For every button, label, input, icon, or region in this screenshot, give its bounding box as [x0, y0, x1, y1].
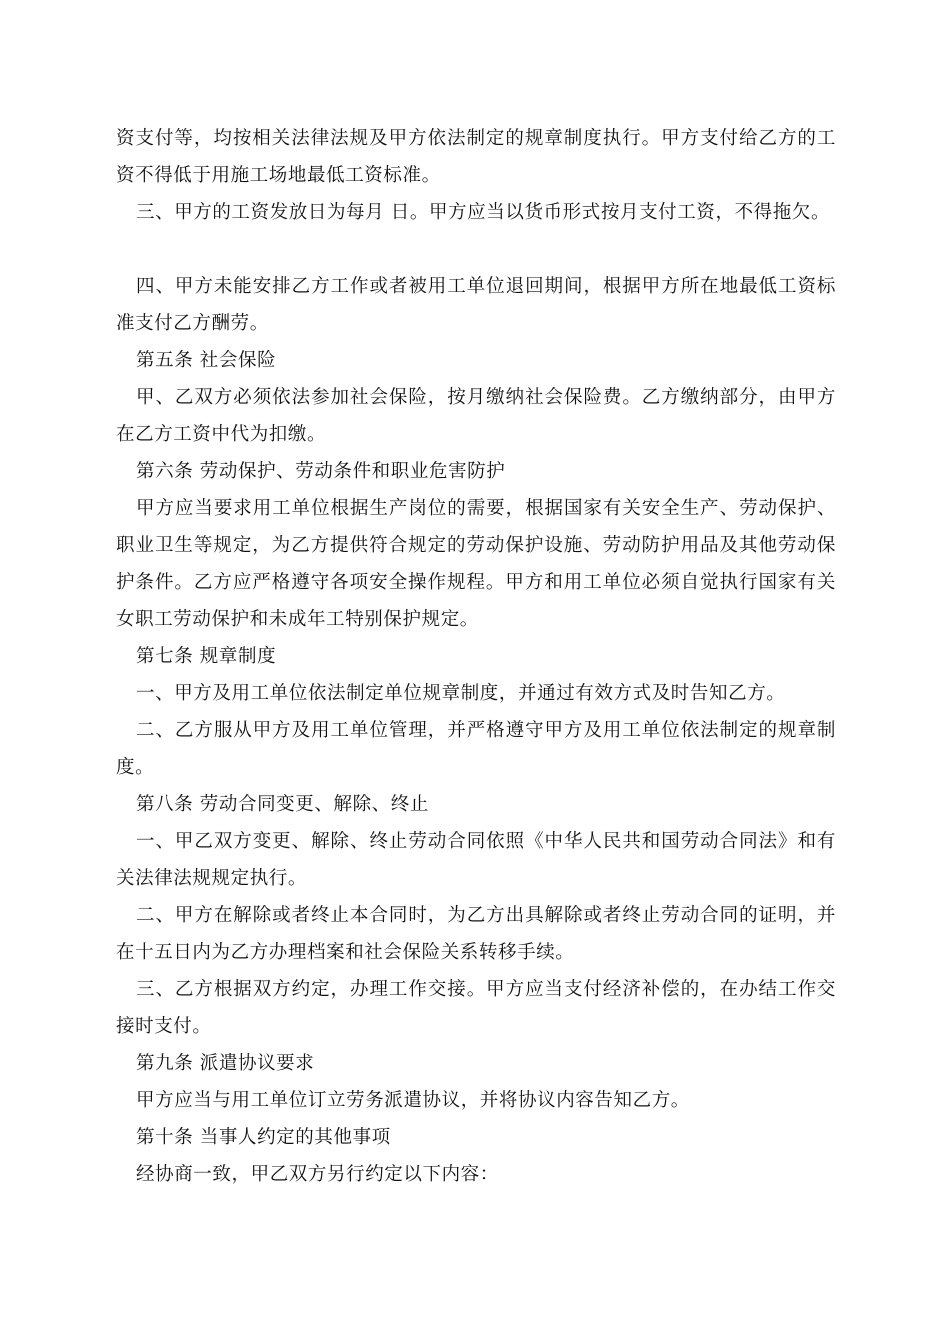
article-7-heading: 第七条 规章制度 — [136, 646, 277, 667]
paragraph-labor-protection: 甲方应当要求用工单位根据生产岗位的需要，根据国家有关安全生产、劳动保护、职业卫生等规定，为乙方提供符合规定的劳动保护设施、劳动防护用品及其他劳动保护条件。乙方应严格遵守各项安全操作规程。甲方和用工单位必须自觉执行国家有关女职工劳动保护和未成年工特别保护规定。 — [116, 498, 836, 630]
paragraph-rules-compliance: 二、乙方服从甲方及用工单位管理，并严格遵守甲方及用工单位依法制定的规章制度。 — [116, 720, 836, 778]
paragraph-dispatch-agreement: 甲方应当与用工单位订立劳务派遣协议，并将协议内容告知乙方。 — [136, 1090, 690, 1111]
article-5-heading: 第五条 社会保险 — [136, 350, 277, 371]
paragraph-wage-payday: 三、甲方的工资发放日为每月 日。甲方应当以货币形式按月支付工资，不得拖欠。 — [136, 202, 831, 223]
article-9-heading: 第九条 派遣协议要求 — [136, 1053, 315, 1074]
article-10-heading: 第十条 当事人约定的其他事项 — [136, 1127, 391, 1148]
paragraph-termination-certificate: 二、甲方在解除或者终止本合同时，为乙方出具解除或者终止劳动合同的证明，并在十五日内为乙方办理档案和社会保险关系转移手续。 — [116, 905, 836, 963]
paragraph-wage-payment-continued: 资支付等，均按相关法律法规及甲方依法制定的规章制度执行。甲方支付给乙方的工资不得低于用施工场地最低工资标准。 — [116, 128, 836, 186]
article-8-heading: 第八条 劳动合同变更、解除、终止 — [136, 794, 429, 815]
paragraph-contract-change-law: 一、甲乙双方变更、解除、终止劳动合同依照《中华人民共和国劳动合同法》和有关法律法规规定执行。 — [116, 831, 836, 889]
paragraph-work-handover: 三、乙方根据双方约定，办理工作交接。甲方应当支付经济补偿的，在办结工作交接时支付。 — [116, 979, 836, 1037]
paragraph-other-agreements: 经协商一致，甲乙双方另行约定以下内容： — [136, 1164, 499, 1185]
paragraph-idle-period-pay: 四、甲方未能安排乙方工作或者被用工单位退回期间，根据甲方所在地最低工资标准支付乙方酬劳。 — [116, 276, 836, 334]
article-6-heading: 第六条 劳动保护、劳动条件和职业危害防护 — [136, 461, 506, 482]
paragraph-rules-notice: 一、甲方及用工单位依法制定单位规章制度，并通过有效方式及时告知乙方。 — [136, 683, 786, 704]
document-body — [116, 120, 836, 1193]
paragraph-social-insurance: 甲、乙双方必须依法参加社会保险，按月缴纳社会保险费。乙方缴纳部分，由甲方在乙方工资中代为扣缴。 — [116, 387, 836, 445]
blank-line — [116, 231, 836, 268]
